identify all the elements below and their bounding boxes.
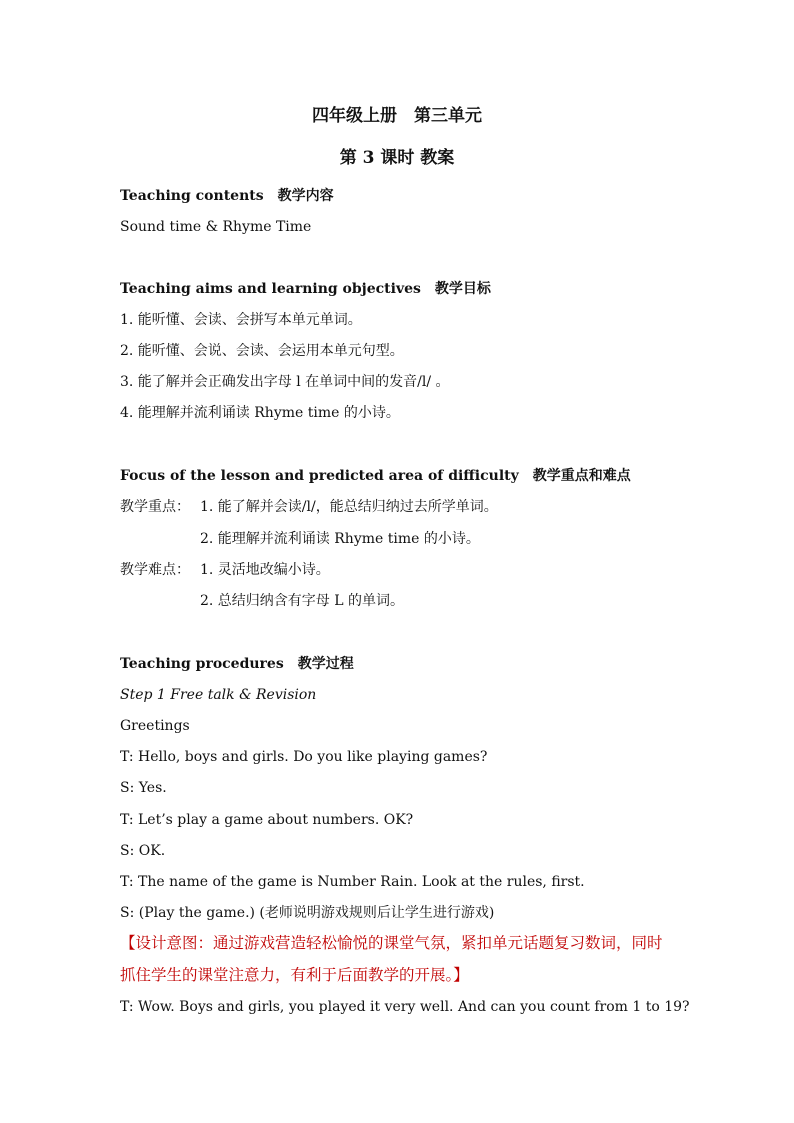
key-point-item: 2. 能理解并流利诵读 Rhyme time 的小诗。 — [200, 531, 480, 547]
aim-item: 3. 能了解并会正确发出字母 l 在单词中间的发音/l/ 。 — [120, 374, 450, 390]
key-point-item: 1. 能了解并会读/l/，能总结归纳过去所学单词。 — [200, 499, 498, 515]
dialogue-line: T: Let’s play a game about numbers. OK? — [120, 812, 414, 828]
dialogue-line: Greetings — [120, 718, 190, 734]
aim-item: 1. 能听懂、会读、会拼写本单元单词。 — [120, 312, 362, 328]
document-subtitle: 第 3 课时 教案 — [339, 148, 455, 168]
teaching-contents-heading: Teaching contents 教学内容 — [120, 188, 334, 204]
dialogue-line: S: OK. — [120, 843, 166, 859]
difficulty-item: 2. 总结归纳含有字母 L 的单词。 — [200, 593, 405, 609]
design-intent-note: 【设计意图：通过游戏营造轻松愉悦的课堂气氛，紧扣单元话题复习数词，同时 — [120, 934, 663, 952]
difficulty-label: 教学难点： — [120, 562, 190, 578]
procedures-heading: Teaching procedures 教学过程 — [120, 656, 354, 672]
dialogue-line: T: The name of the game is Number Rain. Look at the rules, first. — [120, 874, 585, 890]
dialogue-line: S: Yes. — [120, 780, 167, 796]
difficulty-item: 1. 灵活地改编小诗。 — [200, 562, 330, 578]
focus-heading: Focus of the lesson and predicted area of difficulty 教学重点和难点 — [120, 468, 631, 484]
teaching-contents-text: Sound time & Rhyme Time — [120, 219, 312, 235]
aim-item: 2. 能听懂、会说、会读、会运用本单元句型。 — [120, 343, 404, 359]
step-title: Step 1 Free talk & Revision — [120, 687, 317, 703]
teaching-aims-heading: Teaching aims and learning objectives 教学目标 — [120, 281, 491, 297]
dialogue-line: T: Hello, boys and girls. Do you like playing games? — [120, 749, 488, 765]
document-title: 四年级上册 第三单元 — [312, 106, 482, 126]
dialogue-line: S: (Play the game.) (老师说明游戏规则后让学生进行游戏) — [120, 905, 495, 921]
key-points-label: 教学重点： — [120, 499, 190, 515]
aim-item: 4. 能理解并流利诵读 Rhyme time 的小诗。 — [120, 405, 400, 421]
design-intent-note: 抓住学生的课堂注意力，有利于后面教学的开展。】 — [120, 966, 469, 984]
dialogue-line: T: Wow. Boys and girls, you played it very well. And can you count from 1 to 19? — [120, 999, 690, 1015]
